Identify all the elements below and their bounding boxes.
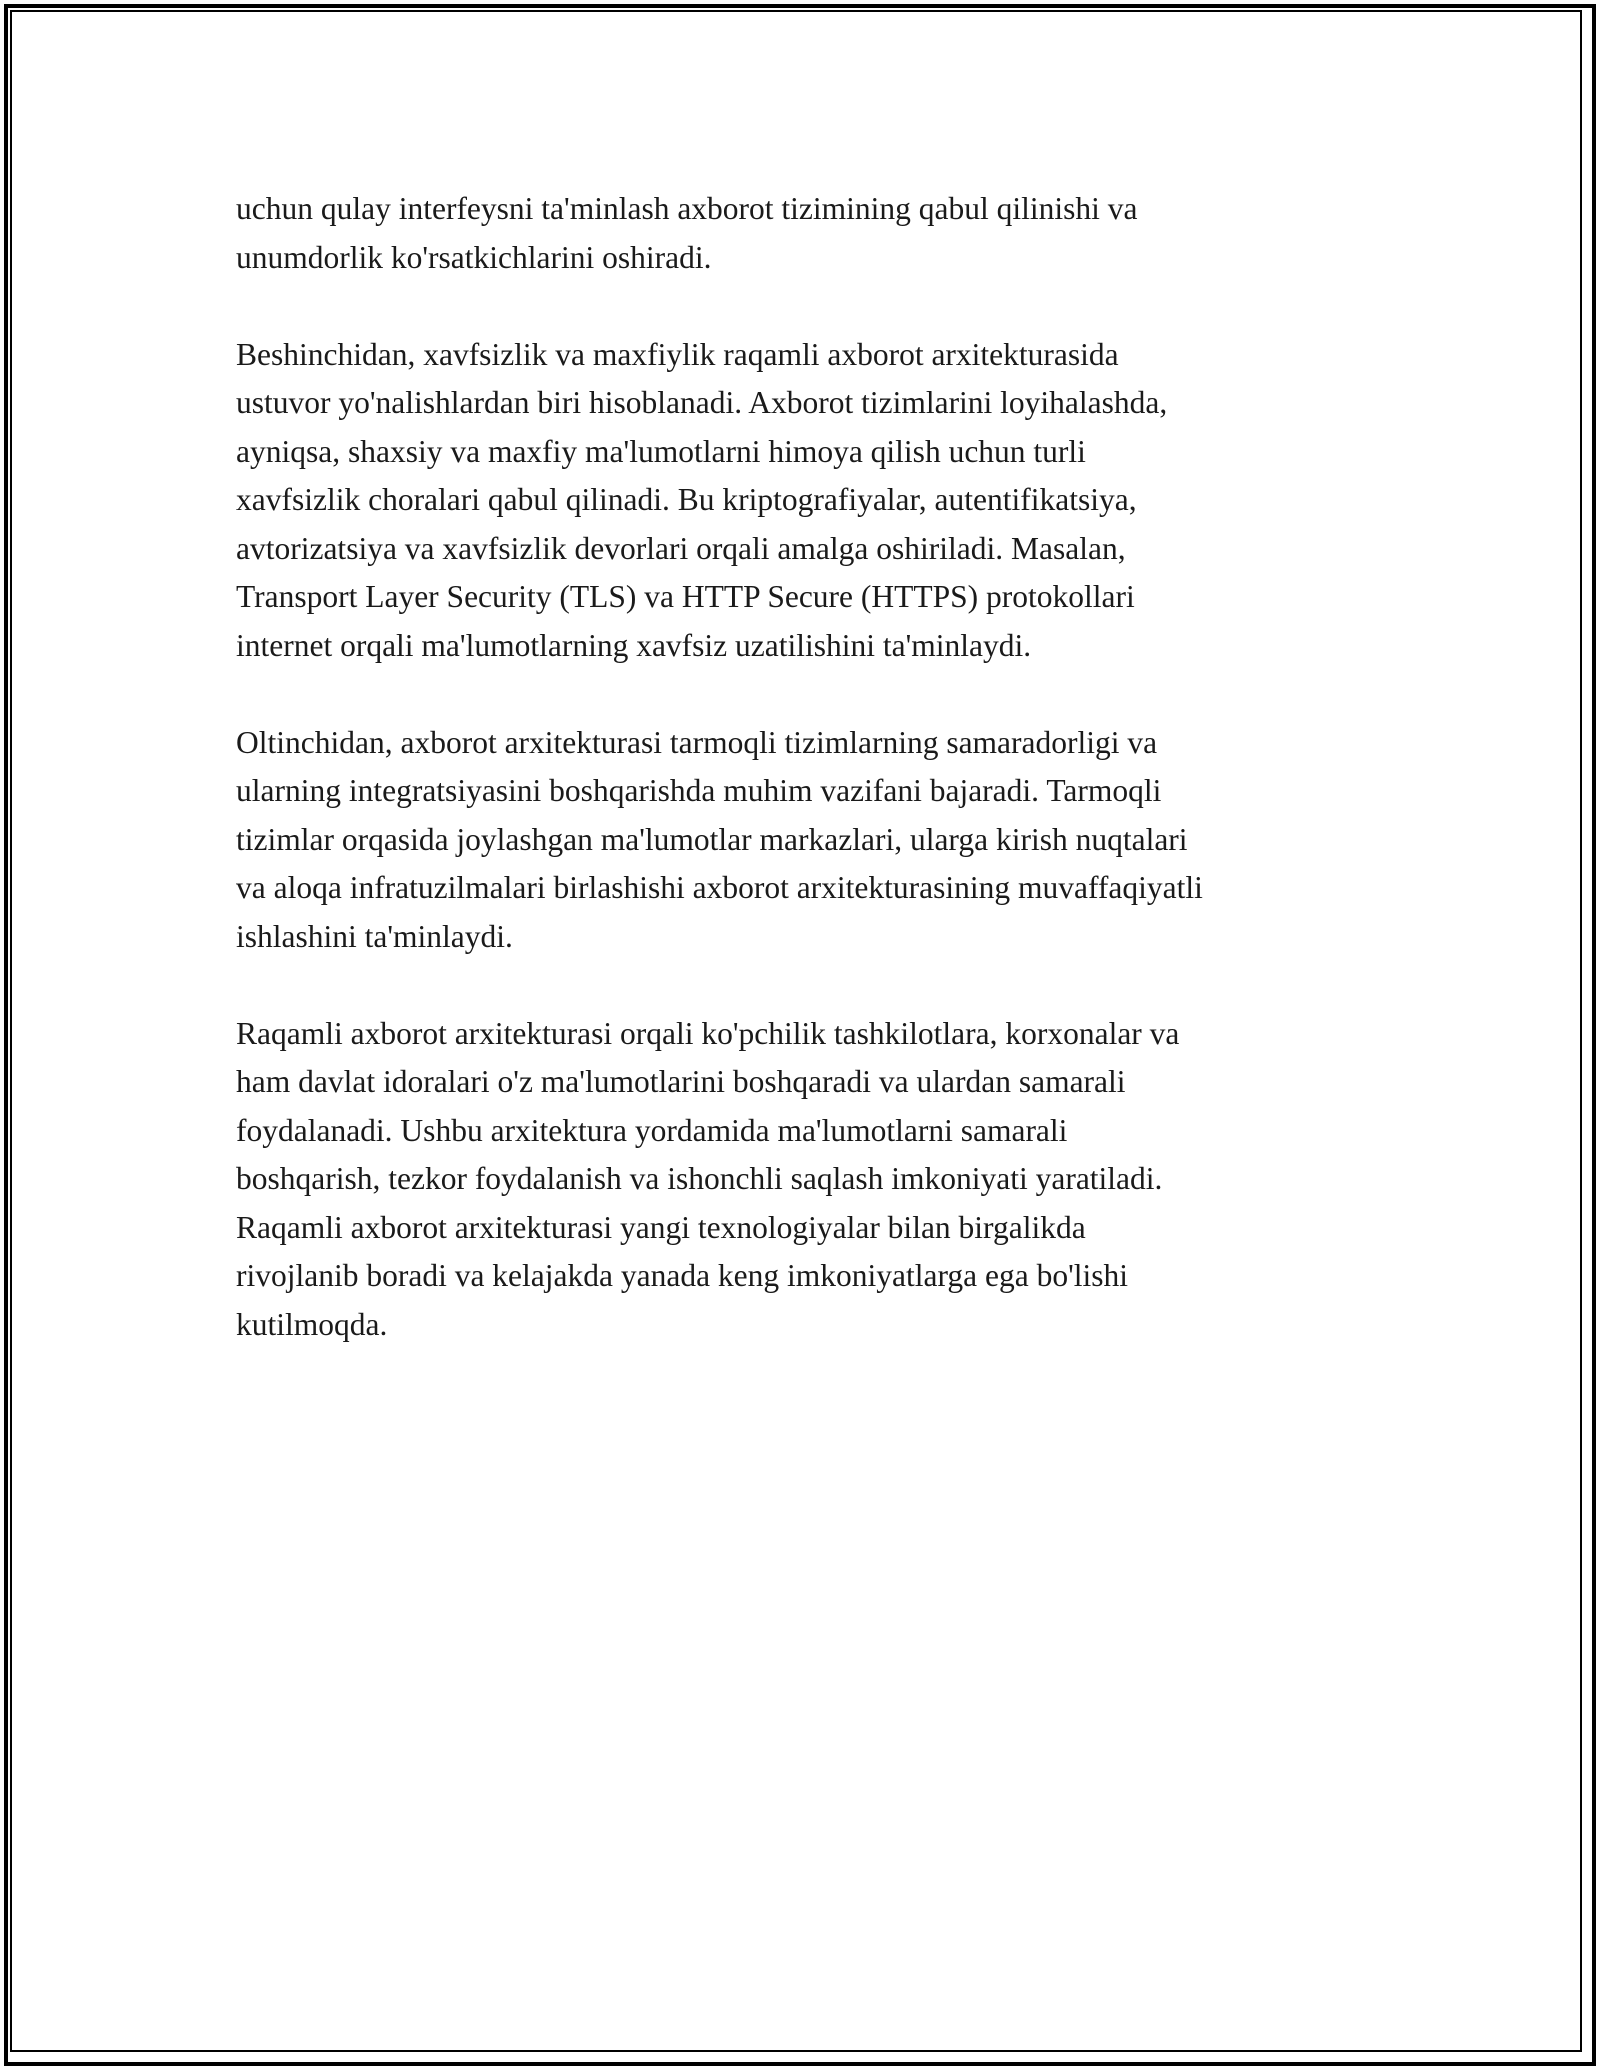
- paragraph-security: Beshinchidan, xavfsizlik va maxfiylik raqamli axborot arxitekturasida ustuvor yo'nalishlardan biri hisoblanadi. Axborot tizimlarini loyihalashda, ayniqsa, shaxsiy va maxfiy ma'lumotlarni himoya qilish uchun turli xavfsizlik choralari qabul qilinadi. Bu kriptografiyalar, autentifikatsiya, avtorizatsiya va xavfsizlik devorlari orqali amalga oshiriladi. Masalan, Transport Layer Security (TLS) va HTTP Secure (HTTPS) protokollari internet orqali ma'lumotlarning xavfsiz uzatilishini ta'minlaydi.: [236, 336, 1168, 663]
- paragraph-networks: Oltinchidan, axborot arxitekturasi tarmoqli tizimlarning samaradorligi va ularning integratsiyasini boshqarishda muhim vazifani bajaradi. Tarmoqli tizimlar orqasida joylashgan ma'lumotlar markazlari, ularga kirish nuqtalari va aloqa infratuzilmalari birlashishi axborot arxitekturasining muvaffaqiyatli ishlashini ta'minlaydi.: [236, 724, 1203, 954]
- paragraph-continuation: uchun qulay interfeysni ta'minlash axborot tizimining qabul qilinishi va unumdorlik ko'rsatkichlarini oshiradi.: [236, 191, 1138, 275]
- paragraph-conclusion: Raqamli axborot arxitekturasi orqali ko'pchilik tashkilotlara, korxonalar va ham davlat idoralari o'z ma'lumotlarini boshqaradi va ulardan samarali foydalanadi. Ushbu arxitektura yordamida ma'lumotlarni samarali boshqarish, tezkor foydalanish va ishonchli saqlash imkoniyati yaratiladi. Raqamli axborot arxitekturasi yangi texnologiyalar bilan birgalikda rivojlanib boradi va kelajakda yanada keng imkoniyatlarga ega bo'lishi kutilmoqda.: [236, 1015, 1180, 1342]
- document-body: [236, 185, 1376, 1349]
